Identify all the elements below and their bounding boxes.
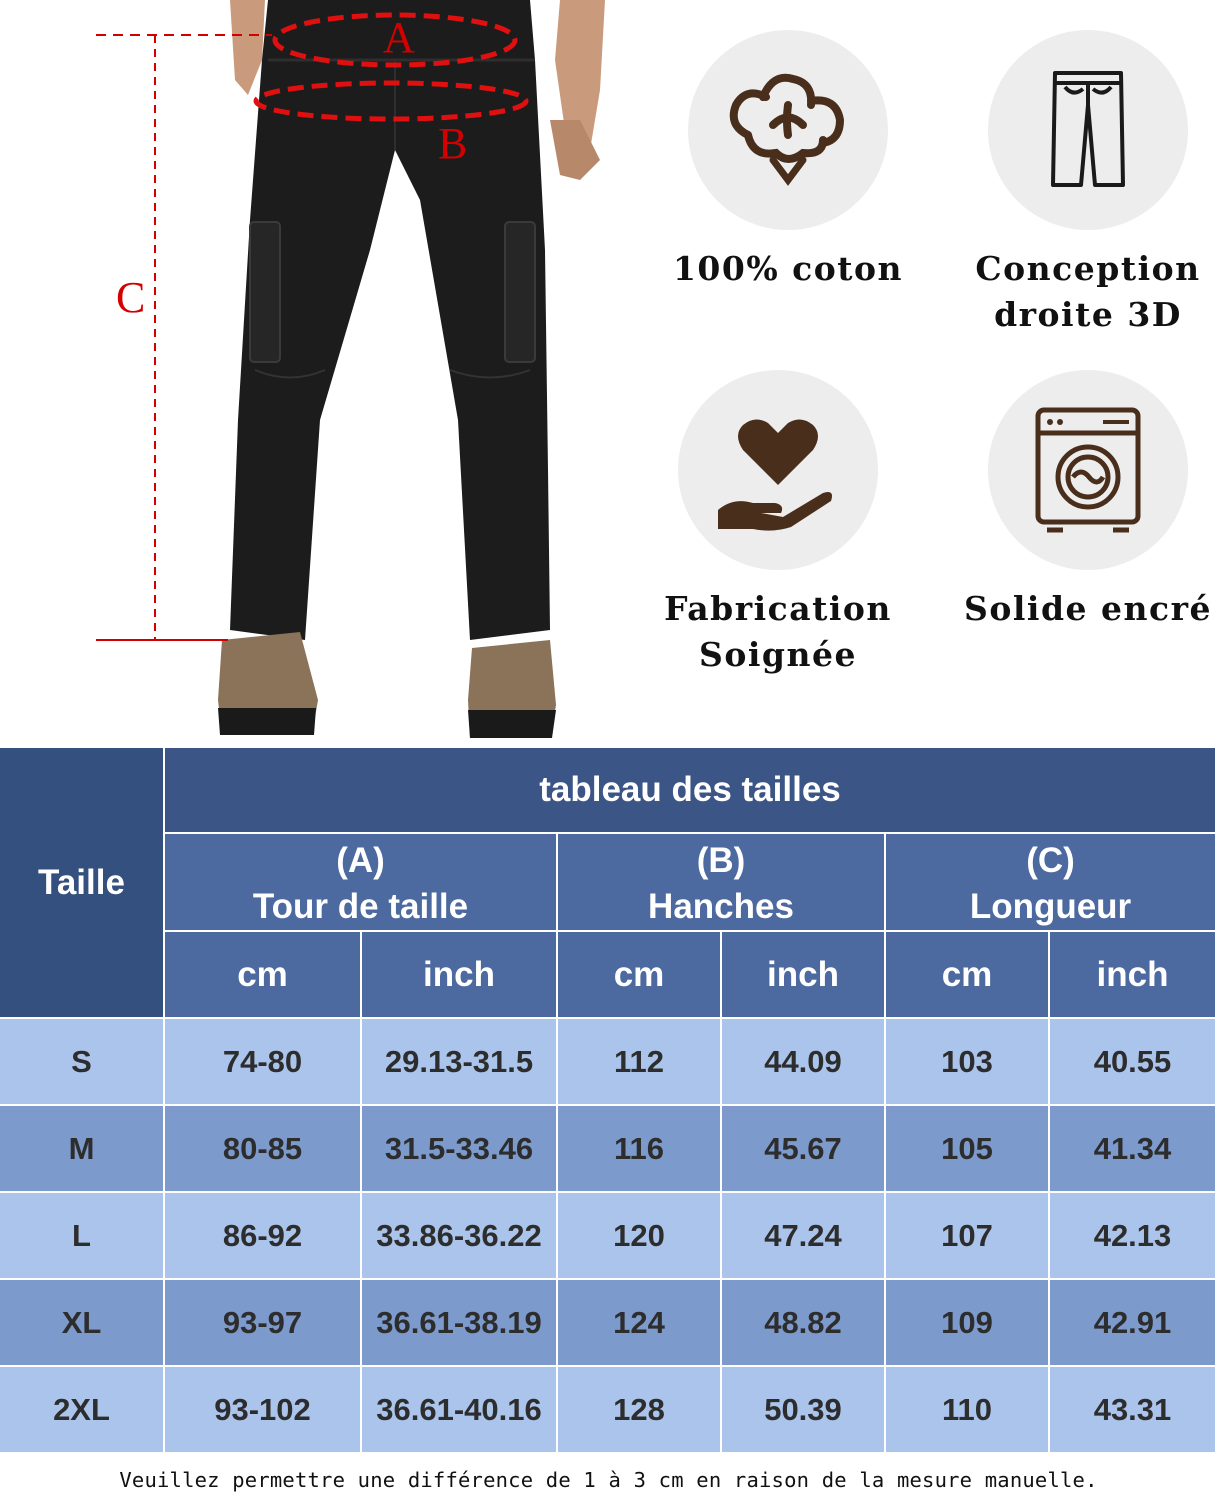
table-cell: 31.5-33.46	[362, 1106, 558, 1193]
marker-c-label: C	[116, 273, 146, 322]
feature-dyed-label: Solide encré	[964, 589, 1212, 628]
feature-straight-design	[958, 30, 1217, 338]
feature-craftsmanship-badge	[678, 370, 878, 570]
size-column-header: Taille	[0, 748, 165, 1019]
table-cell: 128	[558, 1367, 722, 1454]
table-cell: 116	[558, 1106, 722, 1193]
feature-cotton-label: 100% coton	[672, 249, 904, 288]
table-cell: 105	[886, 1106, 1050, 1193]
feature-straight-design-label: Conception droite 3D	[975, 249, 1201, 334]
group-header-length	[886, 834, 1217, 932]
table-cell: 86-92	[165, 1193, 362, 1280]
group-header-hips	[558, 834, 886, 932]
table-cell: 48.82	[722, 1280, 886, 1367]
model-wearing-pants	[0, 0, 660, 745]
unit-header: inch	[1050, 932, 1217, 1019]
table-cell: 42.91	[1050, 1280, 1217, 1367]
unit-header: cm	[886, 932, 1050, 1019]
table-cell-size: S	[0, 1019, 165, 1106]
cotton-icon	[718, 65, 858, 195]
table-cell: 93-102	[165, 1367, 362, 1454]
feature-cotton	[658, 30, 918, 292]
unit-header: inch	[722, 932, 886, 1019]
table-cell: 120	[558, 1193, 722, 1280]
table-cell-size: L	[0, 1193, 165, 1280]
feature-craftsmanship	[648, 370, 908, 678]
size-chart-table	[0, 748, 1217, 1454]
table-cell: 93-97	[165, 1280, 362, 1367]
group-header-waist-name: Tour de taille	[252, 887, 469, 926]
table-cell: 36.61-40.16	[362, 1367, 558, 1454]
feature-dyed-badge	[988, 370, 1188, 570]
feature-craftsmanship-label: Fabrication Soignée	[664, 589, 892, 674]
table-cell-size: 2XL	[0, 1367, 165, 1454]
table-cell-size: M	[0, 1106, 165, 1193]
group-header-hips-code: (B)	[696, 841, 746, 880]
group-header-hips-name: Hanches	[648, 887, 794, 926]
measurement-footnote: Veuillez permettre une différence de 1 à 3 cm en raison de la mesure manuelle.	[119, 1468, 1098, 1492]
table-cell: 107	[886, 1193, 1050, 1280]
pants-illustration	[0, 0, 660, 745]
table-cell: 124	[558, 1280, 722, 1367]
table-cell: 41.34	[1050, 1106, 1217, 1193]
washing-machine-icon	[1033, 405, 1143, 535]
group-header-length-code: (C)	[1026, 841, 1075, 880]
table-cell: 44.09	[722, 1019, 886, 1106]
table-cell: 45.67	[722, 1106, 886, 1193]
table-cell: 40.55	[1050, 1019, 1217, 1106]
unit-header: cm	[558, 932, 722, 1019]
table-cell: 74-80	[165, 1019, 362, 1106]
unit-header: cm	[165, 932, 362, 1019]
group-header-length-name: Longueur	[969, 887, 1132, 926]
table-cell: 36.61-38.19	[362, 1280, 558, 1367]
table-cell: 33.86-36.22	[362, 1193, 558, 1280]
table-cell: 29.13-31.5	[362, 1019, 558, 1106]
marker-a-label: A	[383, 13, 415, 62]
unit-header: inch	[362, 932, 558, 1019]
feature-dyed	[958, 370, 1217, 632]
table-cell: 50.39	[722, 1367, 886, 1454]
table-cell: 110	[886, 1367, 1050, 1454]
table-cell: 109	[886, 1280, 1050, 1367]
table-cell: 112	[558, 1019, 722, 1106]
group-header-waist-code: (A)	[336, 841, 385, 880]
feature-straight-design-badge	[988, 30, 1188, 230]
trousers-icon	[1043, 65, 1133, 195]
table-cell: 47.24	[722, 1193, 886, 1280]
table-title: tableau des tailles	[165, 748, 1217, 834]
table-cell: 43.31	[1050, 1367, 1217, 1454]
feature-cotton-badge	[688, 30, 888, 230]
table-cell: 80-85	[165, 1106, 362, 1193]
marker-b-label: B	[438, 119, 468, 168]
heart-hand-icon	[713, 405, 843, 535]
table-cell: 42.13	[1050, 1193, 1217, 1280]
group-header-waist	[165, 834, 558, 932]
table-cell: 103	[886, 1019, 1050, 1106]
table-cell-size: XL	[0, 1280, 165, 1367]
